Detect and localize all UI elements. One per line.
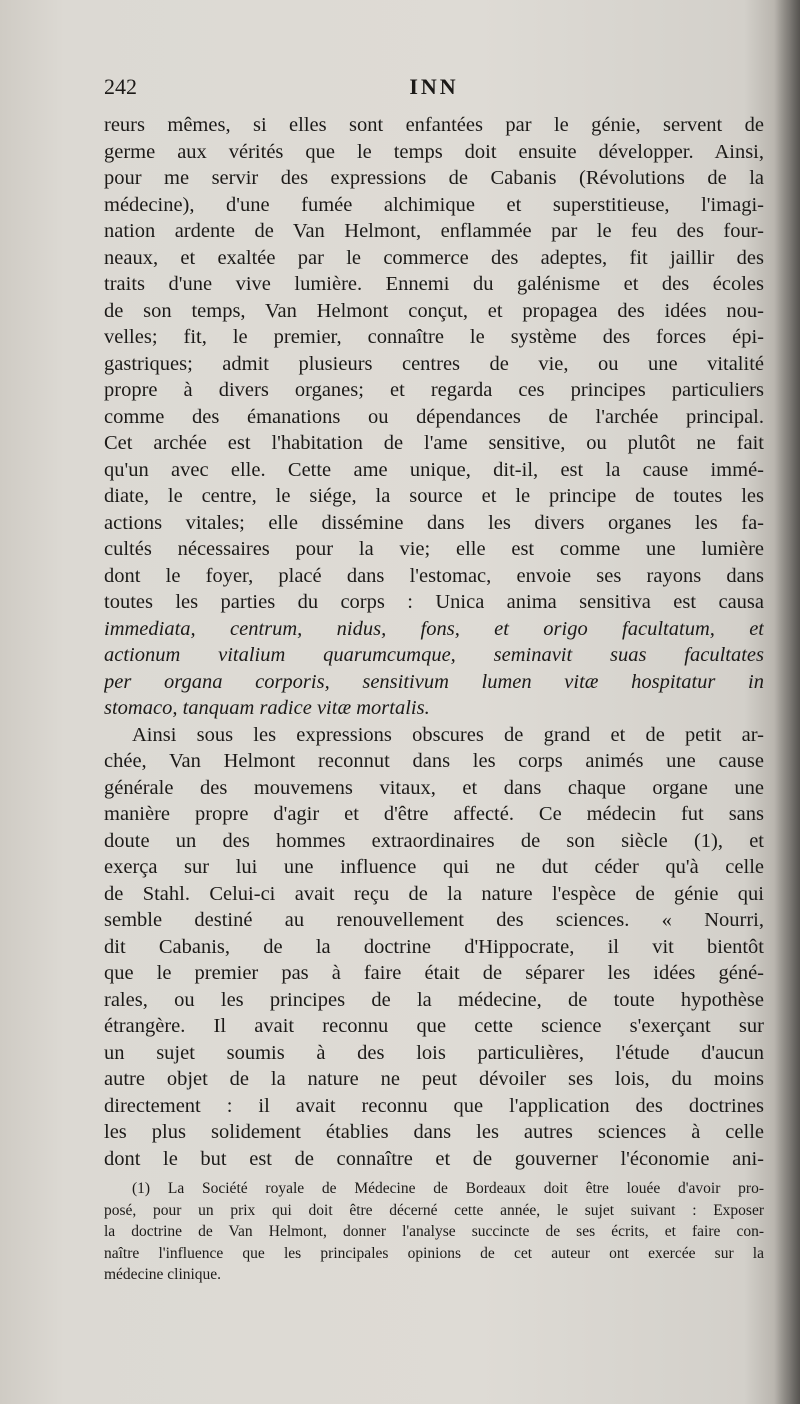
main-text (104, 112, 764, 1172)
text-line: directement : il avait reconnu que l'application des doctrines (104, 1094, 764, 1117)
text-line: gastriques; admit plusieurs centres de vie, ou une vitalité (104, 352, 764, 375)
text-line: neaux, et exaltée par le commerce des adeptes, fit jaillir des (104, 246, 764, 269)
text-line: un sujet soumis à des lois particulières, l'étude d'aucun (104, 1041, 764, 1064)
text-line: que le premier pas à faire était de séparer les idées géné- (104, 962, 764, 984)
text-line: velles; fit, le premier, connaître le système des forces épi- (104, 326, 764, 348)
footnote (104, 1178, 764, 1286)
text-line: nation ardente de Van Helmont, enflammée par le feu des four- (104, 220, 764, 242)
text-line: toutes les parties du corps : Unica anima sensitiva est causa (104, 591, 764, 613)
footnote-line: (1) La Société royale de Médecine de Bordeaux doit être louée d'avoir pro- (132, 1180, 764, 1197)
text-line: rales, ou les principes de la médecine, de toute hypothèse (104, 988, 764, 1011)
text-line: comme des émanations ou dépendances de l'archée principal. (104, 405, 764, 428)
text-line: traits d'une vive lumière. Ennemi du galénisme et des écoles (104, 273, 764, 295)
text-line: diate, le centre, le siége, la source et le principe de toutes les (104, 485, 764, 507)
text-line: dont le foyer, placé dans l'estomac, envoie ses rayons dans (104, 564, 764, 587)
text-line: reurs mêmes, si elles sont enfantées par le génie, servent de (104, 114, 764, 136)
latin-quote-line: per organa corporis, sensitivum lumen vitæ hospitatur in (104, 670, 764, 693)
text-line: manière propre d'agir et d'être affecté. Ce médecin fut sans (104, 803, 764, 825)
footnote-line: la doctrine de Van Helmont, donner l'analyse succincte de ses écrits, et faire con- (104, 1223, 764, 1240)
text-line: cultés nécessaires pour la vie; elle est comme une lumière (104, 538, 764, 560)
text-line: actions vitales; elle dissémine dans les divers organes les fa- (104, 511, 764, 534)
text-line: pour me servir des expressions de Cabanis (Révolutions de la (104, 167, 764, 189)
text-line: doute un des hommes extraordinaires de son siècle (1), et (104, 829, 764, 852)
text-line: autre objet de la nature ne peut dévoiler ses lois, du moins (104, 1068, 764, 1090)
running-head: INN (409, 74, 459, 99)
page-number: 242 (104, 74, 137, 99)
text-line: étrangère. Il avait reconnu que cette science s'exerçant sur (104, 1015, 764, 1037)
text-line: de Stahl. Celui-ci avait reçu de la nature l'espèce de génie qui (104, 882, 764, 905)
text-line: générale des mouvemens vitaux, et dans chaque organe une (104, 776, 764, 799)
text-line: semble destiné au renouvellement des sciences. « Nourri, (104, 909, 764, 931)
page-edge-shadow (774, 0, 800, 1404)
text-line: exerça sur lui une influence qui ne dut céder qu'à celle (104, 856, 764, 878)
footnote-line: posé, pour un prix qui doit être décerné cette année, le sujet suivant : Exposer (104, 1201, 764, 1219)
latin-quote-line: stomaco, tanquam radice vitæ mortalis. (104, 697, 430, 719)
page-header (104, 74, 764, 110)
text-line: médecine), d'une fumée alchimique et superstitieuse, l'imagi- (104, 193, 764, 216)
footnote-line: naître l'influence que les principales opinions de cet auteur ont exercée sur la (104, 1244, 764, 1262)
text-line: de son temps, Van Helmont conçut, et propagea des idées nou- (104, 299, 764, 322)
text-line: dit Cabanis, de la doctrine d'Hippocrate, il vit bientôt (104, 935, 764, 958)
text-line: germe aux vérités que le temps doit ensuite développer. Ainsi, (104, 140, 764, 163)
text-line: chée, Van Helmont reconnut dans les corps animés une cause (104, 750, 764, 772)
latin-quote-line: actionum vitalium quarumcumque, seminavit suas facultates (104, 644, 764, 666)
text-line: Cet archée est l'habitation de l'ame sensitive, ou plutôt ne fait (104, 432, 764, 454)
text-line: qu'un avec elle. Cette ame unique, dit-il, est la cause immé- (104, 458, 764, 481)
latin-quote-line: immediata, centrum, nidus, fons, et origo facultatum, et (104, 617, 764, 640)
footnote-line: médecine clinique. (104, 1266, 222, 1283)
text-line: dont le but est de connaître et de gouverner l'économie ani- (104, 1147, 764, 1170)
text-line: les plus solidement établies dans les autres sciences à celle (104, 1121, 764, 1143)
text-line: propre à divers organes; et regarda ces principes particuliers (104, 379, 764, 401)
text-line: Ainsi sous les expressions obscures de grand et de petit ar- (132, 723, 764, 746)
